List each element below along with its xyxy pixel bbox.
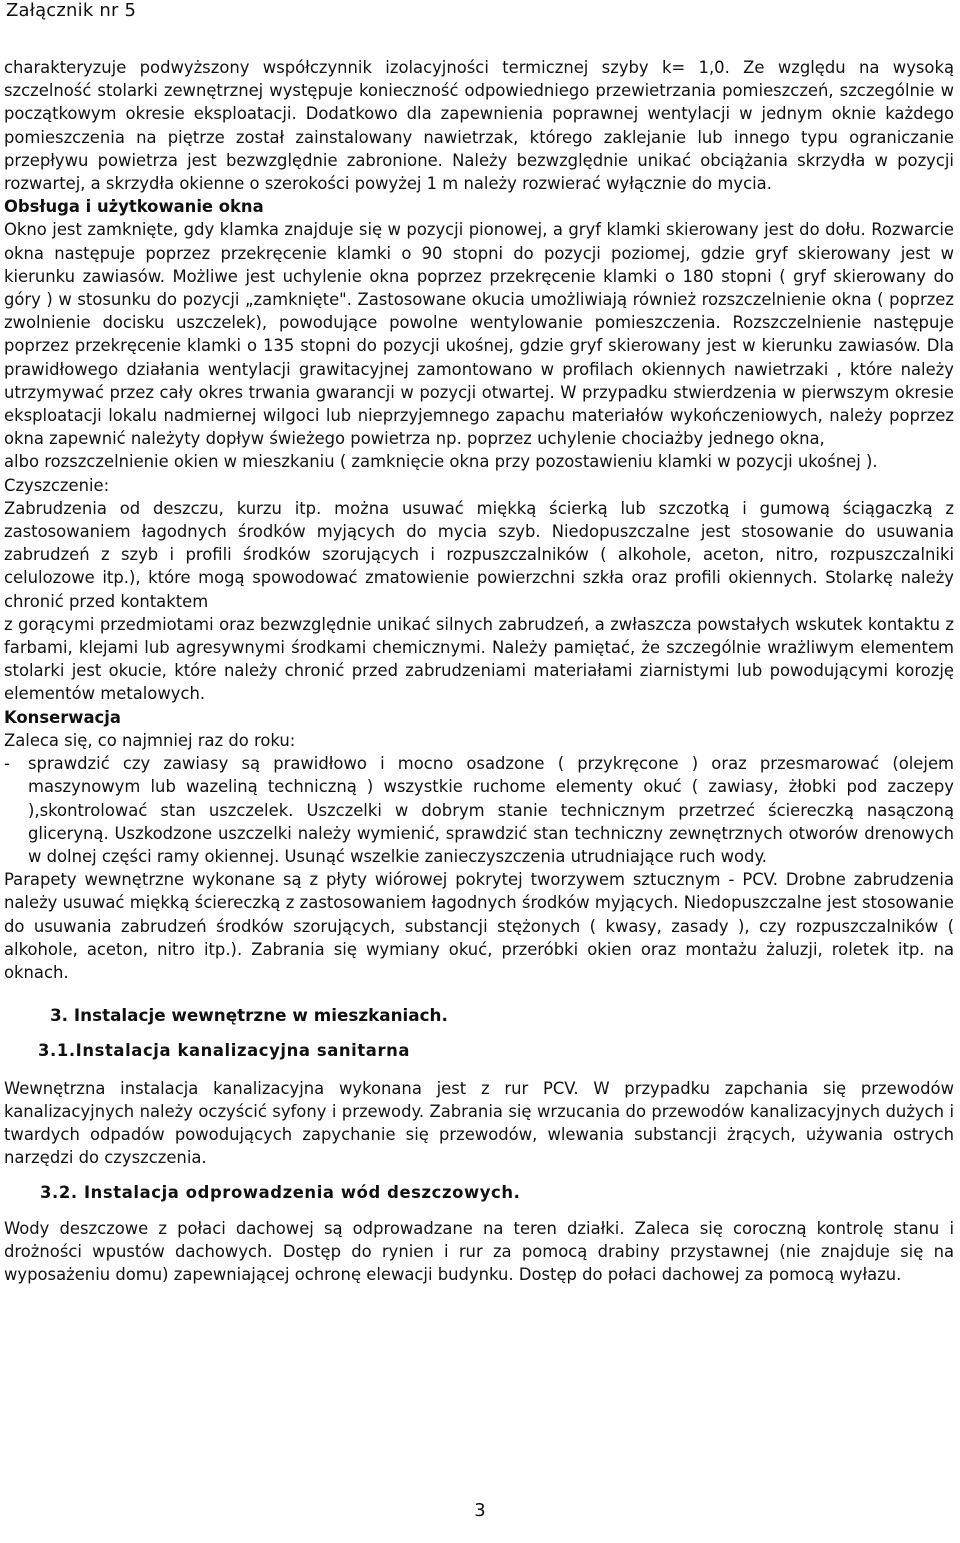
document-body (4, 56, 954, 1286)
paragraph-ventilation-option: albo rozszczelnienie okien w mieszkaniu ( zamknięcie okna przy pozostawieniu klamki w pozycji ukośnej ). (4, 452, 878, 472)
paragraph-cleaning-protection: z gorącymi przedmiotami oraz bezwzględnie unikać silnych zabrudzeń, a zwłaszcza powstałych wskutek kontaktu z farbami, klejami lub agresywnymi środkami chemicznymi. Należy pamiętać, że szczególnie wrażliwym elementem stolarki jest okucie, które należy chronić przed zabrudzeniami materiałami ziarnistymi lub powodującymi korozję elementów metalowych. (4, 614, 954, 704)
attachment-header: Załącznik nr 5 (6, 0, 137, 21)
bullet-dash: - (4, 754, 10, 774)
section-3-2-text: Wody deszczowe z połaci dachowej są odprowadzane na teren działki. Zaleca się coroczną kontrolę stanu i drożności wpustów dachowych. Dostęp do rynien i rur za pomocą drabiny przystawnej (nie znajduje się na wyposażeniu domu) zapewniającej ochronę elewacji budynku. Dostęp do połaci dachowej za pomocą wyłazu. (4, 1218, 954, 1284)
maintenance-list (4, 752, 954, 868)
heading-maintenance: Konserwacja (4, 707, 121, 727)
paragraph-maintenance-intro: Zaleca się, co najmniej raz do roku: (4, 730, 296, 750)
paragraph-window-operation: Okno jest zamknięte, gdy klamka znajduje się w pozycji pionowej, a gryf klamki skierowany jest do dołu. Rozwarcie okna następuje poprzez przekręcenie klamki o 90 stopni do pozycji poziomej, gdzie gryf skierowany jest w kierunku zawiasów. Możliwe jest uchylenie okna poprzez przekręcenie klamki o 180 stopni ( gryf skierowany do góry ) w stosunku do pozycji „zamknięte". Zastosowane okucia umożliwiają również rozszczelnienie okna ( poprzez zwolnienie docisku uszczelek), powodujące powolne wentylowanie pomieszczenia. Rozszczelnienie następuje poprzez przekręcenie klamki o 135 stopni do pozycji ukośnej, gdzie gryf skierowany jest w kierunku zawiasów. Dla prawidłowego działania wentylacji grawitacyjnej zamontowano w profilach okiennych nawietrzaki , które należy utrzymywać przez cały okres trwania gwarancji w pozycji otwartej. W przypadku stwierdzenia w pierwszym okresie eksploatacji lokalu nadmiernej wilgoci lub nieprzyjemnego zapachu materiałów wykończeniowych, należy poprzez okna zapewnić należyty dopływ świeżego powietrza np. poprzez uchylenie chociażby jednego okna, (4, 220, 954, 449)
section-3-1-heading: 3.1.Instalacja kanalizacyjna sanitarna (38, 1041, 411, 1061)
paragraph-windows-intro: charakteryzuje podwyższony współczynnik izolacyjności termicznej szyby k= 1,0. Ze względu na wysoką szczelność stolarki zewnętrznej występuje konieczność odpowiedniego przewietrzania pomieszczeń, szczególnie w początkowym okresie eksploatacji. Dodatkowo dla zapewnienia poprawnej wentylacji w jednym oknie każdego pomieszczenia na piętrze został zainstalowany nawietrzak, którego zaklejanie lub innego typu ograniczanie przepływu powietrza jest bezwzględnie zabronione. Należy bezwzględnie unikać obciążania skrzydła w pozycji rozwartej, a skrzydła okienne o szerokości powyżej 1 m należy rozwierać wyłącznie do mycia. (4, 58, 954, 194)
paragraph-window-sills: Parapety wewnętrzne wykonane są z płyty wiórowej pokrytej tworzywem sztucznym - PCV. Drobne zabrudzenia należy usuwać miękką ściereczką z zastosowaniem łagodnych środków myjących. Niedopuszczalne jest stosowanie do usuwania zabrudzeń środków szorujących, substancji stężonych ( kwasy, zasady ), czy rozpuszczalników ( alkohole, aceton, nitro itp.). Zabrania się wymiany okuć, przeróbki okien oraz montażu żaluzji, roletek itp. na oknach. (4, 870, 954, 982)
list-item-text: sprawdzić czy zawiasy są prawidłowo i mocno osadzone ( przykręcone ) oraz przesmarować (olejem maszynowym lub wazeliną techniczną ) wszystkie ruchome elementy okuć ( zawiasy, żłobki pod zaczepy ),skontrolować stan uszczelek. Uszczelki w dobrym stanie technicznym przetrzeć ściereczką nasączoną gliceryną. Uszkodzone uszczelki należy wymienić, sprawdzić stan techniczny zewnętrznych otworów drenowych w dolnej części ramy okiennej. Usunąć wszelkie zanieczyszczenia utrudniające ruch wody. (28, 754, 954, 866)
heading-window-operation: Obsługa i użytkowanie okna (4, 197, 264, 217)
paragraph-cleaning: Zabrudzenia od deszczu, kurzu itp. można usuwać miękką ścierką lub szczotką i gumową ściągaczką z zastosowaniem łagodnych środków myjących do mycia szyb. Niedopuszczalne jest stosowanie do usuwania zabrudzeń z szyb i profili środków szorujących i rozpuszczalników ( alkohole, aceton, nitro, rozpuszczalniki celulozowe itp.), które mogą spowodować zmatowienie powierzchni szkła oraz profili okiennych. Stolarkę należy chronić przed kontaktem (4, 498, 954, 611)
list-item (4, 752, 954, 868)
section-3-2-heading: 3.2. Instalacja odprowadzenia wód deszczowych. (40, 1183, 521, 1203)
section-3-1-text: Wewnętrzna instalacja kanalizacyjna wykonana jest z rur PCV. W przypadku zapchania się przewodów kanalizacyjnych należy oczyścić syfony i przewody. Zabrania się wrzucania do przewodów kanalizacyjnych dużych i twardych odpadów powodujących zapychanie się przewodów, wlewania substancji żrących, używania ostrych narzędzi do czyszczenia. (4, 1078, 954, 1168)
page-number: 3 (474, 1500, 486, 1521)
heading-cleaning: Czyszczenie: (4, 475, 110, 495)
section-3-heading: 3. Instalacje wewnętrzne w mieszkaniach. (50, 1005, 448, 1026)
